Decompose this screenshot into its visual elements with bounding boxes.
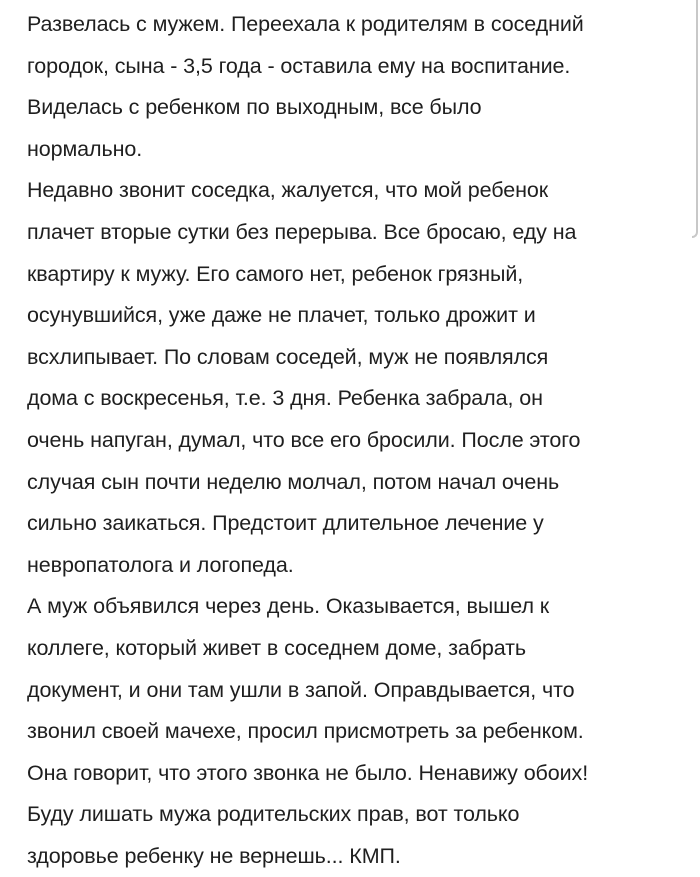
text-line: А муж объявился через день. Оказывается, вышел к: [27, 594, 550, 619]
text-line: Развелась с мужем. Переехала к родителям в соседний: [27, 12, 584, 36]
text-line: здоровье ребенку не вернешь... КМП.: [27, 843, 401, 868]
text-line: очень напуган, думал, что все его бросили. После этого: [27, 427, 581, 452]
text-line: сильно заикаться. Предстоит длительное лечение у: [27, 511, 544, 536]
text-line: городок, сына - 3,5 года - оставила ему на воспитание.: [27, 53, 571, 78]
post-text: [27, 4, 687, 877]
scrollbar[interactable]: [690, 0, 700, 240]
text-line: квартиру к мужу. Его самого нет, ребенок грязный,: [27, 261, 524, 286]
text-line: случая сын почти неделю молчал, потом начал очень: [27, 469, 560, 494]
text-line: нормально.: [27, 136, 143, 161]
text-line: осунувшийся, уже даже не плачет, только дрожит и: [27, 303, 536, 328]
text-line: плачет вторые сутки без перерыва. Все бросаю, еду на: [27, 219, 577, 244]
scrollbar-thumb[interactable]: [692, 0, 698, 238]
text-line: коллеге, который живет в соседнем доме, забрать: [27, 635, 526, 660]
text-line: дома с воскресенья, т.е. 3 дня. Ребенка забрала, он: [27, 386, 543, 411]
text-line: документ, и они там ушли в запой. Оправдывается, что: [27, 677, 575, 702]
text-line: Буду лишать мужа родительских прав, вот только: [27, 802, 520, 827]
text-line: звонил своей мачехе, просил присмотреть за ребенком.: [27, 719, 584, 744]
text-line: всхлипывает. По словам соседей, муж не появлялся: [27, 344, 549, 369]
text-line: Она говорит, что этого звонка не было. Ненавижу обоих!: [27, 760, 589, 785]
text-line: Виделась с ребенком по выходным, все было: [27, 95, 482, 120]
text-line: невропатолога и логопеда.: [27, 552, 294, 577]
text-line: Недавно звонит соседка, жалуется, что мой ребенок: [27, 178, 549, 203]
